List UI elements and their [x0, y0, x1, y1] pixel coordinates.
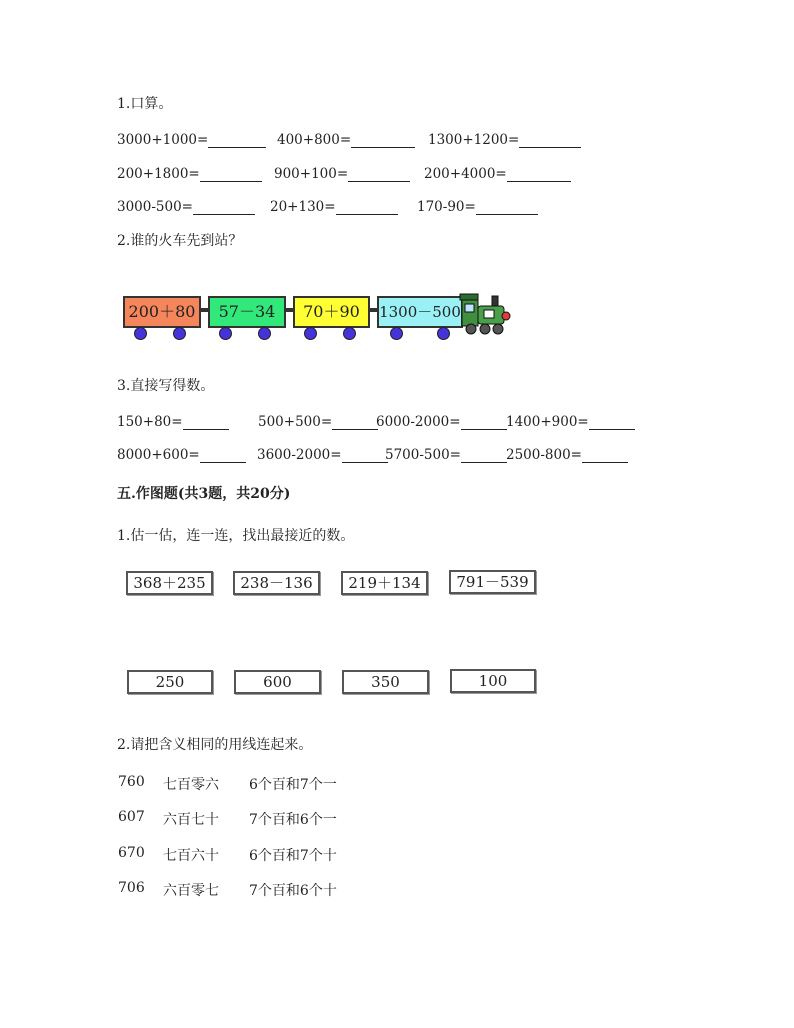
q3-expr: 2500-800= [506, 447, 582, 463]
estimate-answer-box[interactable]: 600 [234, 670, 321, 694]
q3-expr: 3600-2000= [257, 447, 342, 463]
answer-blank[interactable] [582, 448, 628, 463]
q1-expr: 170-90= [417, 199, 476, 215]
q1-expr: 200+1800= [117, 166, 200, 182]
q3-expr: 6000-2000= [376, 414, 461, 430]
answer-blank[interactable] [336, 200, 398, 215]
locomotive-icon [458, 288, 512, 336]
section-heading: 五.作图题(共3题，共20分) [117, 486, 291, 502]
train-car-label: 1300－500 [379, 303, 461, 321]
answer-blank[interactable] [461, 448, 507, 463]
wheel [134, 327, 147, 340]
wheel [437, 327, 450, 340]
s5q1-title: 1.估一估，连一连，找出最接近的数。 [117, 528, 355, 544]
answer-blank[interactable] [200, 167, 262, 182]
train-car [123, 296, 201, 328]
match-number[interactable]: 670 [118, 845, 145, 861]
q1-expr: 400+800= [277, 132, 352, 148]
estimate-expression-box[interactable]: 368＋235 [126, 571, 213, 595]
q1-expr: 200+4000= [424, 166, 507, 182]
estimate-expression-box[interactable]: 219＋134 [341, 571, 428, 595]
q3-expr: 1400+900= [506, 414, 589, 430]
estimate-expression-box[interactable]: 238－136 [233, 571, 320, 595]
answer-blank[interactable] [351, 133, 415, 148]
answer-blank[interactable] [332, 415, 378, 430]
match-units[interactable]: 7个百和6个十 [249, 883, 337, 899]
q2-title: 2.谁的火车先到站？ [117, 233, 243, 249]
wheel [219, 327, 232, 340]
answer-blank[interactable] [348, 167, 410, 182]
train-car-label: 57－34 [218, 302, 276, 321]
q1-title: 1.口算。 [117, 96, 173, 112]
match-words[interactable]: 六百零七 [163, 883, 219, 899]
s5q2-title: 2.请把含义相同的用线连起来。 [117, 737, 313, 753]
match-number[interactable]: 760 [118, 774, 145, 790]
q1-expr: 3000-500= [117, 199, 193, 215]
answer-blank[interactable] [200, 448, 246, 463]
q3-expr: 500+500= [258, 414, 333, 430]
answer-blank[interactable] [183, 415, 229, 430]
answer-blank[interactable] [507, 167, 571, 182]
match-words[interactable]: 七百零六 [163, 777, 219, 793]
estimate-answer-box[interactable]: 250 [127, 670, 213, 694]
train-car [377, 296, 463, 328]
match-number[interactable]: 607 [118, 809, 145, 825]
wheel [390, 327, 403, 340]
train-car [293, 296, 370, 328]
match-units[interactable]: 6个百和7个一 [249, 777, 337, 793]
wheel [173, 327, 186, 340]
wheel [258, 327, 271, 340]
train-car [208, 296, 286, 328]
q3-expr: 8000+600= [117, 447, 200, 463]
q3-title: 3.直接写得数。 [117, 378, 215, 394]
wheel [343, 327, 356, 340]
match-units[interactable]: 7个百和6个一 [249, 812, 337, 828]
match-words[interactable]: 六百七十 [163, 812, 219, 828]
train-car-label: 200＋80 [128, 302, 196, 321]
q1-expr: 900+100= [274, 166, 349, 182]
q1-expr: 20+130= [270, 199, 336, 215]
estimate-answer-box[interactable]: 100 [450, 669, 536, 693]
q3-expr: 150+80= [117, 414, 183, 430]
q1-expr: 1300+1200= [428, 132, 520, 148]
answer-blank[interactable] [589, 415, 635, 430]
answer-blank[interactable] [476, 200, 538, 215]
answer-blank[interactable] [193, 200, 255, 215]
answer-blank[interactable] [519, 133, 581, 148]
estimate-answer-box[interactable]: 350 [342, 670, 429, 694]
q3-expr: 5700-500= [385, 447, 461, 463]
match-units[interactable]: 6个百和7个十 [249, 848, 337, 864]
wheel [304, 327, 317, 340]
match-number[interactable]: 706 [118, 880, 145, 896]
answer-blank[interactable] [342, 448, 388, 463]
q1-expr: 3000+1000= [117, 132, 209, 148]
train-car-label: 70＋90 [303, 302, 360, 321]
match-words[interactable]: 七百六十 [163, 848, 219, 864]
estimate-expression-box[interactable]: 791－539 [449, 570, 536, 594]
answer-blank[interactable] [461, 415, 507, 430]
answer-blank[interactable] [208, 133, 266, 148]
